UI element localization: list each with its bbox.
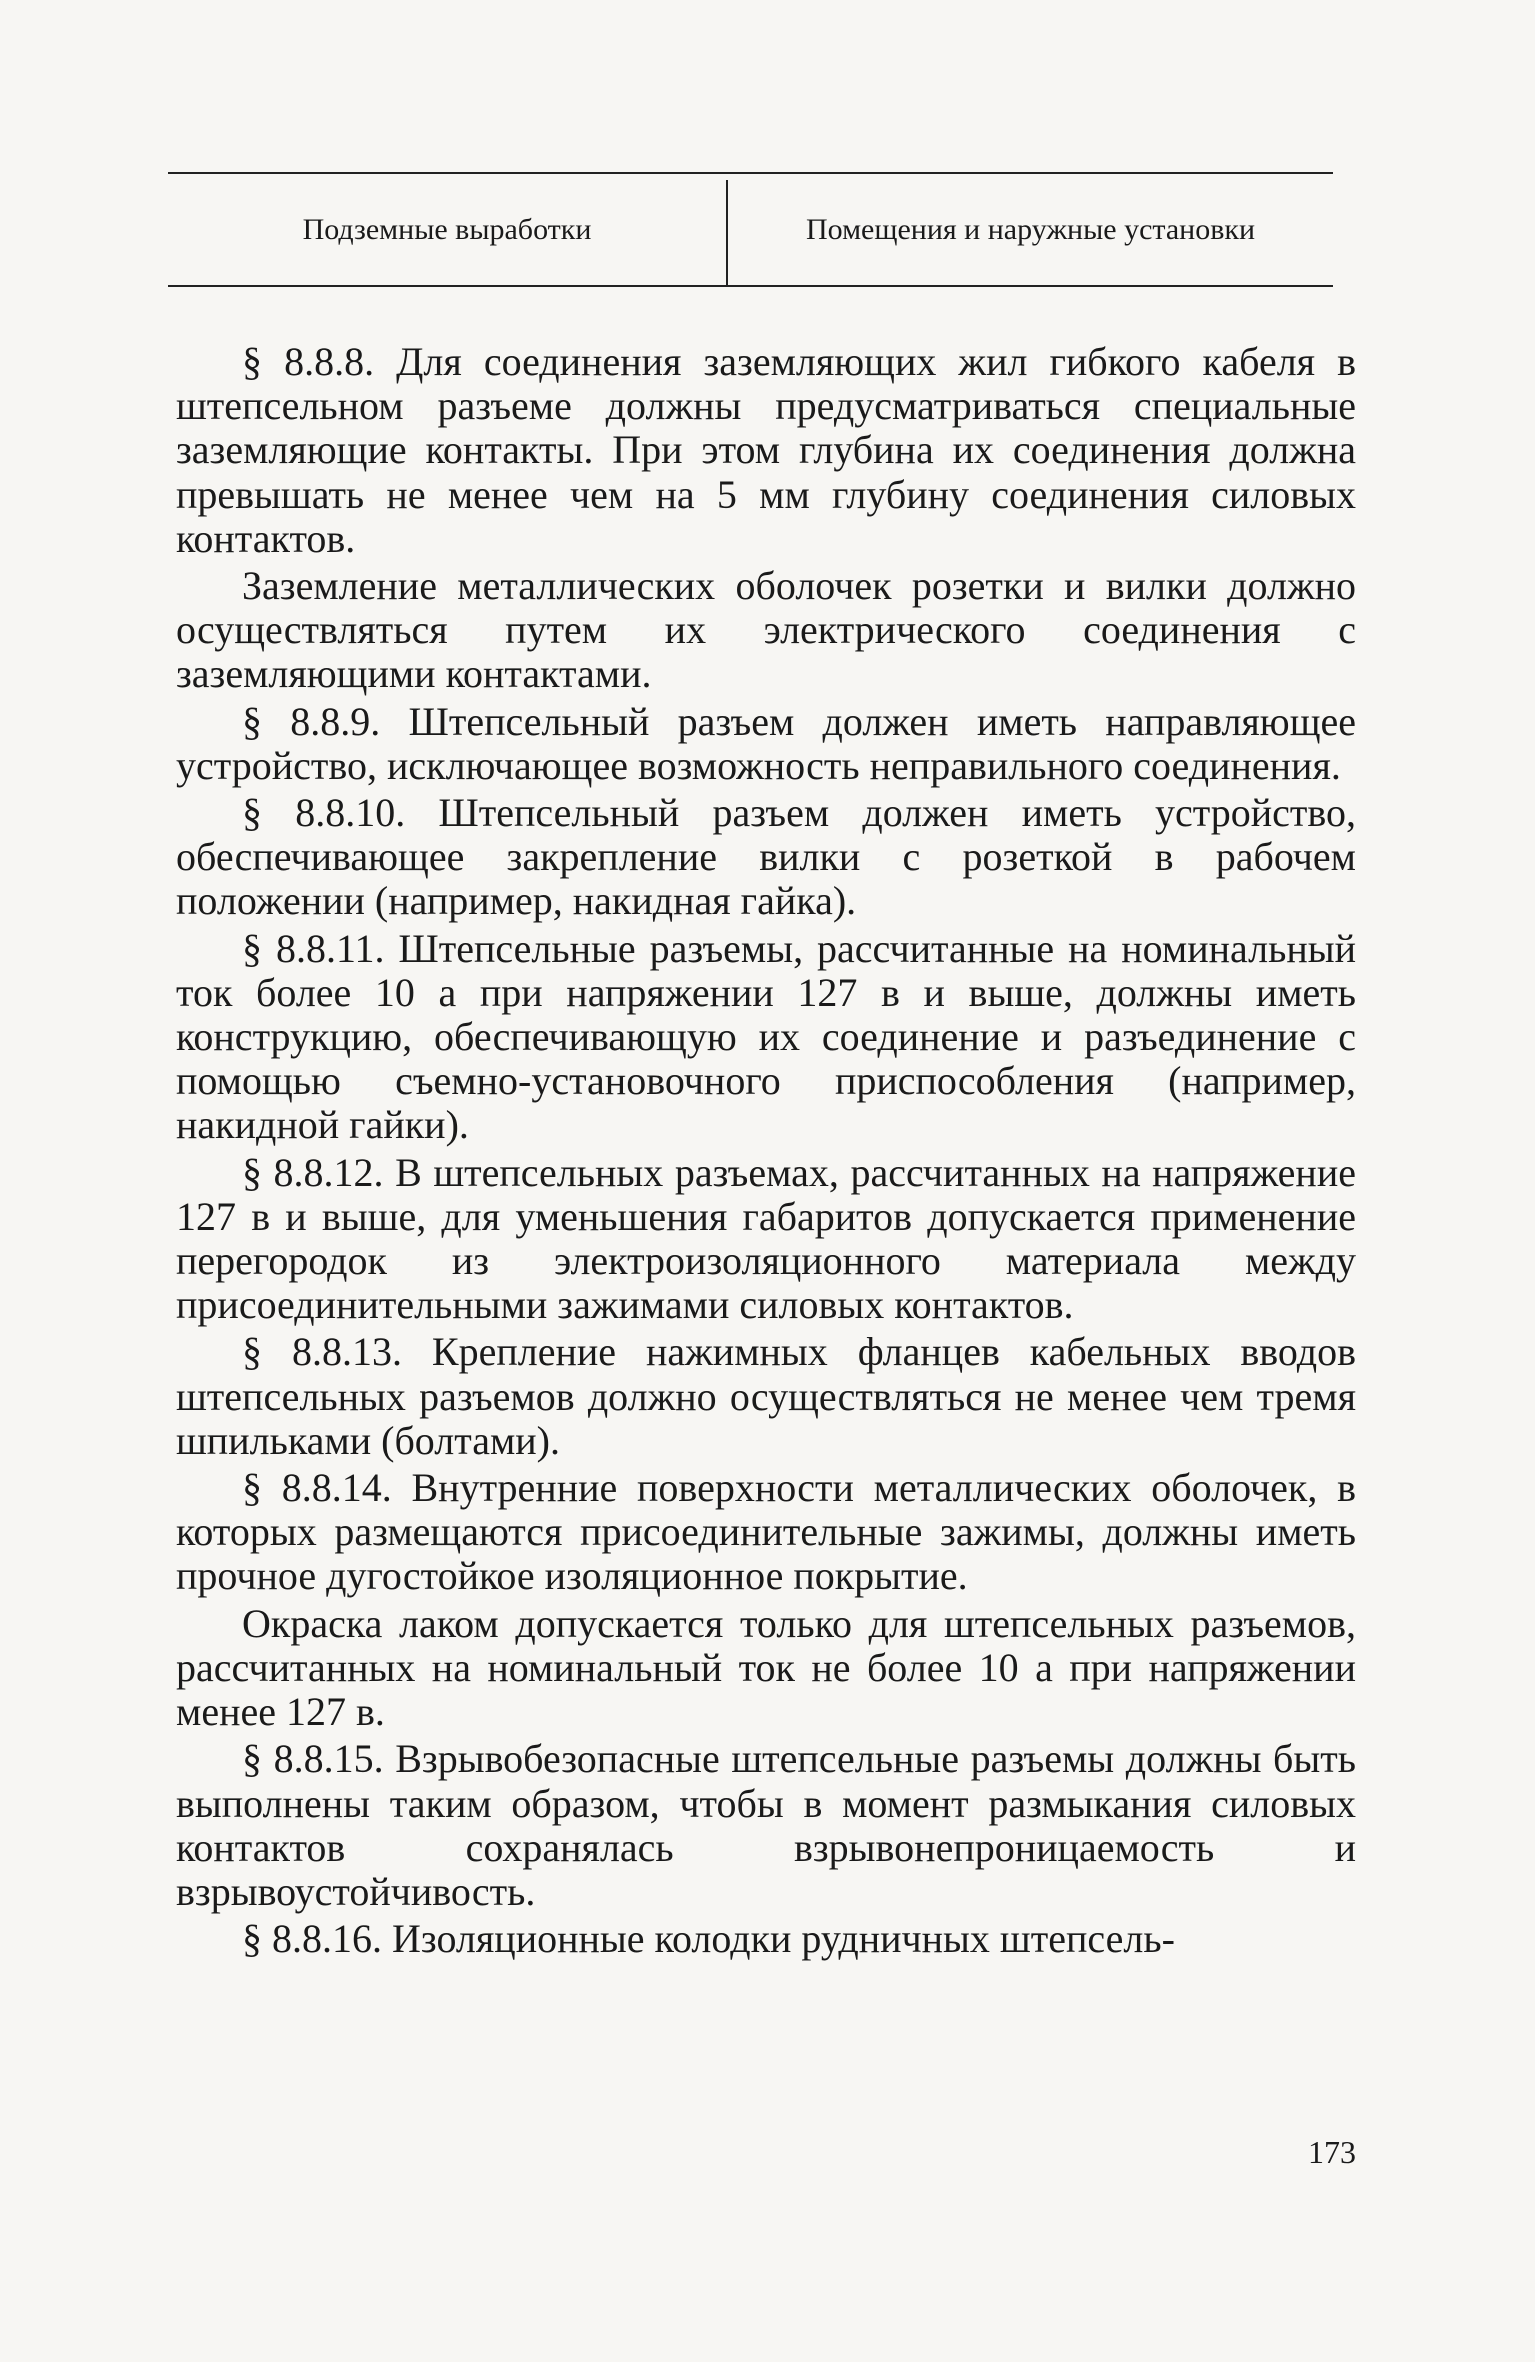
body-text <box>176 340 1356 1961</box>
paragraph-8-8-12: § 8.8.12. В штепсельных разъемах, рассчитанных на напряжение 127 в и выше, для уменьшения габаритов допускается применение перегородок из электроизоляционного материала между присоединительными зажимами силовых контактов. <box>176 1149 1356 1328</box>
header-left-title: Подземные выработки <box>302 212 592 246</box>
paragraph-8-8-11: § 8.8.11. Штепсельные разъемы, рассчитанные на номинальный ток более 10 а при напряжении 127 в и выше, должны иметь конструкцию, обеспечивающую их соединение и разъединение с помощью съемно-установочного приспособления (например, накидной гайки). <box>176 925 1356 1148</box>
paragraph-grounding: Заземление металлических оболочек розетки и вилки должно осуществляться путем их электрического соединения с заземляющими контактами. <box>176 563 1356 697</box>
header-bottom-rule <box>168 285 1333 287</box>
paragraph-8-8-9: § 8.8.9. Штепсельный разъем должен иметь направляющее устройство, исключающее возможность неправильного соединения. <box>176 698 1356 788</box>
paragraph-8-8-14: § 8.8.14. Внутренние поверхности металлических оболочек, в которых размещаются присоединительные зажимы, должны иметь прочное дугостойкое изоляционное покрытие. <box>176 1465 1356 1599</box>
paragraph-8-8-16: § 8.8.16. Изоляционные колодки рудничных штепсель- <box>242 1916 1175 1962</box>
header-right-title: Помещения и наружные установки <box>805 212 1256 246</box>
paragraph-8-8-15: § 8.8.15. Взрывобезопасные штепсельные разъемы должны быть выполнены таким образом, чтобы в момент размыкания силовых контактов сохранялась взрывонепроницаемость и взрывоустойчивость. <box>176 1736 1356 1914</box>
paragraph-8-8-8: § 8.8.8. Для соединения заземляющих жил гибкого кабеля в штепсельном разъеме должны предусматриваться специальные заземляющие контакты. При этом глубина их соединения должна превышать не менее чем на 5 мм глубину соединения силовых контактов. <box>176 339 1356 561</box>
paragraph-varnish: Окраска лаком допускается только для штепсельных разъемов, рассчитанных на номинальный ток не более 10 а при напряжении менее 127 в. <box>176 1600 1356 1735</box>
running-header <box>168 172 1333 287</box>
page-number: 173 <box>1308 2134 1356 2170</box>
paragraph-8-8-10: § 8.8.10. Штепсельный разъем должен иметь устройство, обеспечивающее закрепление вилки с розеткой в рабочем положении (например, накидная гайка). <box>176 790 1356 924</box>
paragraph-8-8-13: § 8.8.13. Крепление нажимных фланцев кабельных вводов штепсельных разъемов должно осуществляться не менее чем тремя шпильками (болтами). <box>176 1329 1356 1463</box>
